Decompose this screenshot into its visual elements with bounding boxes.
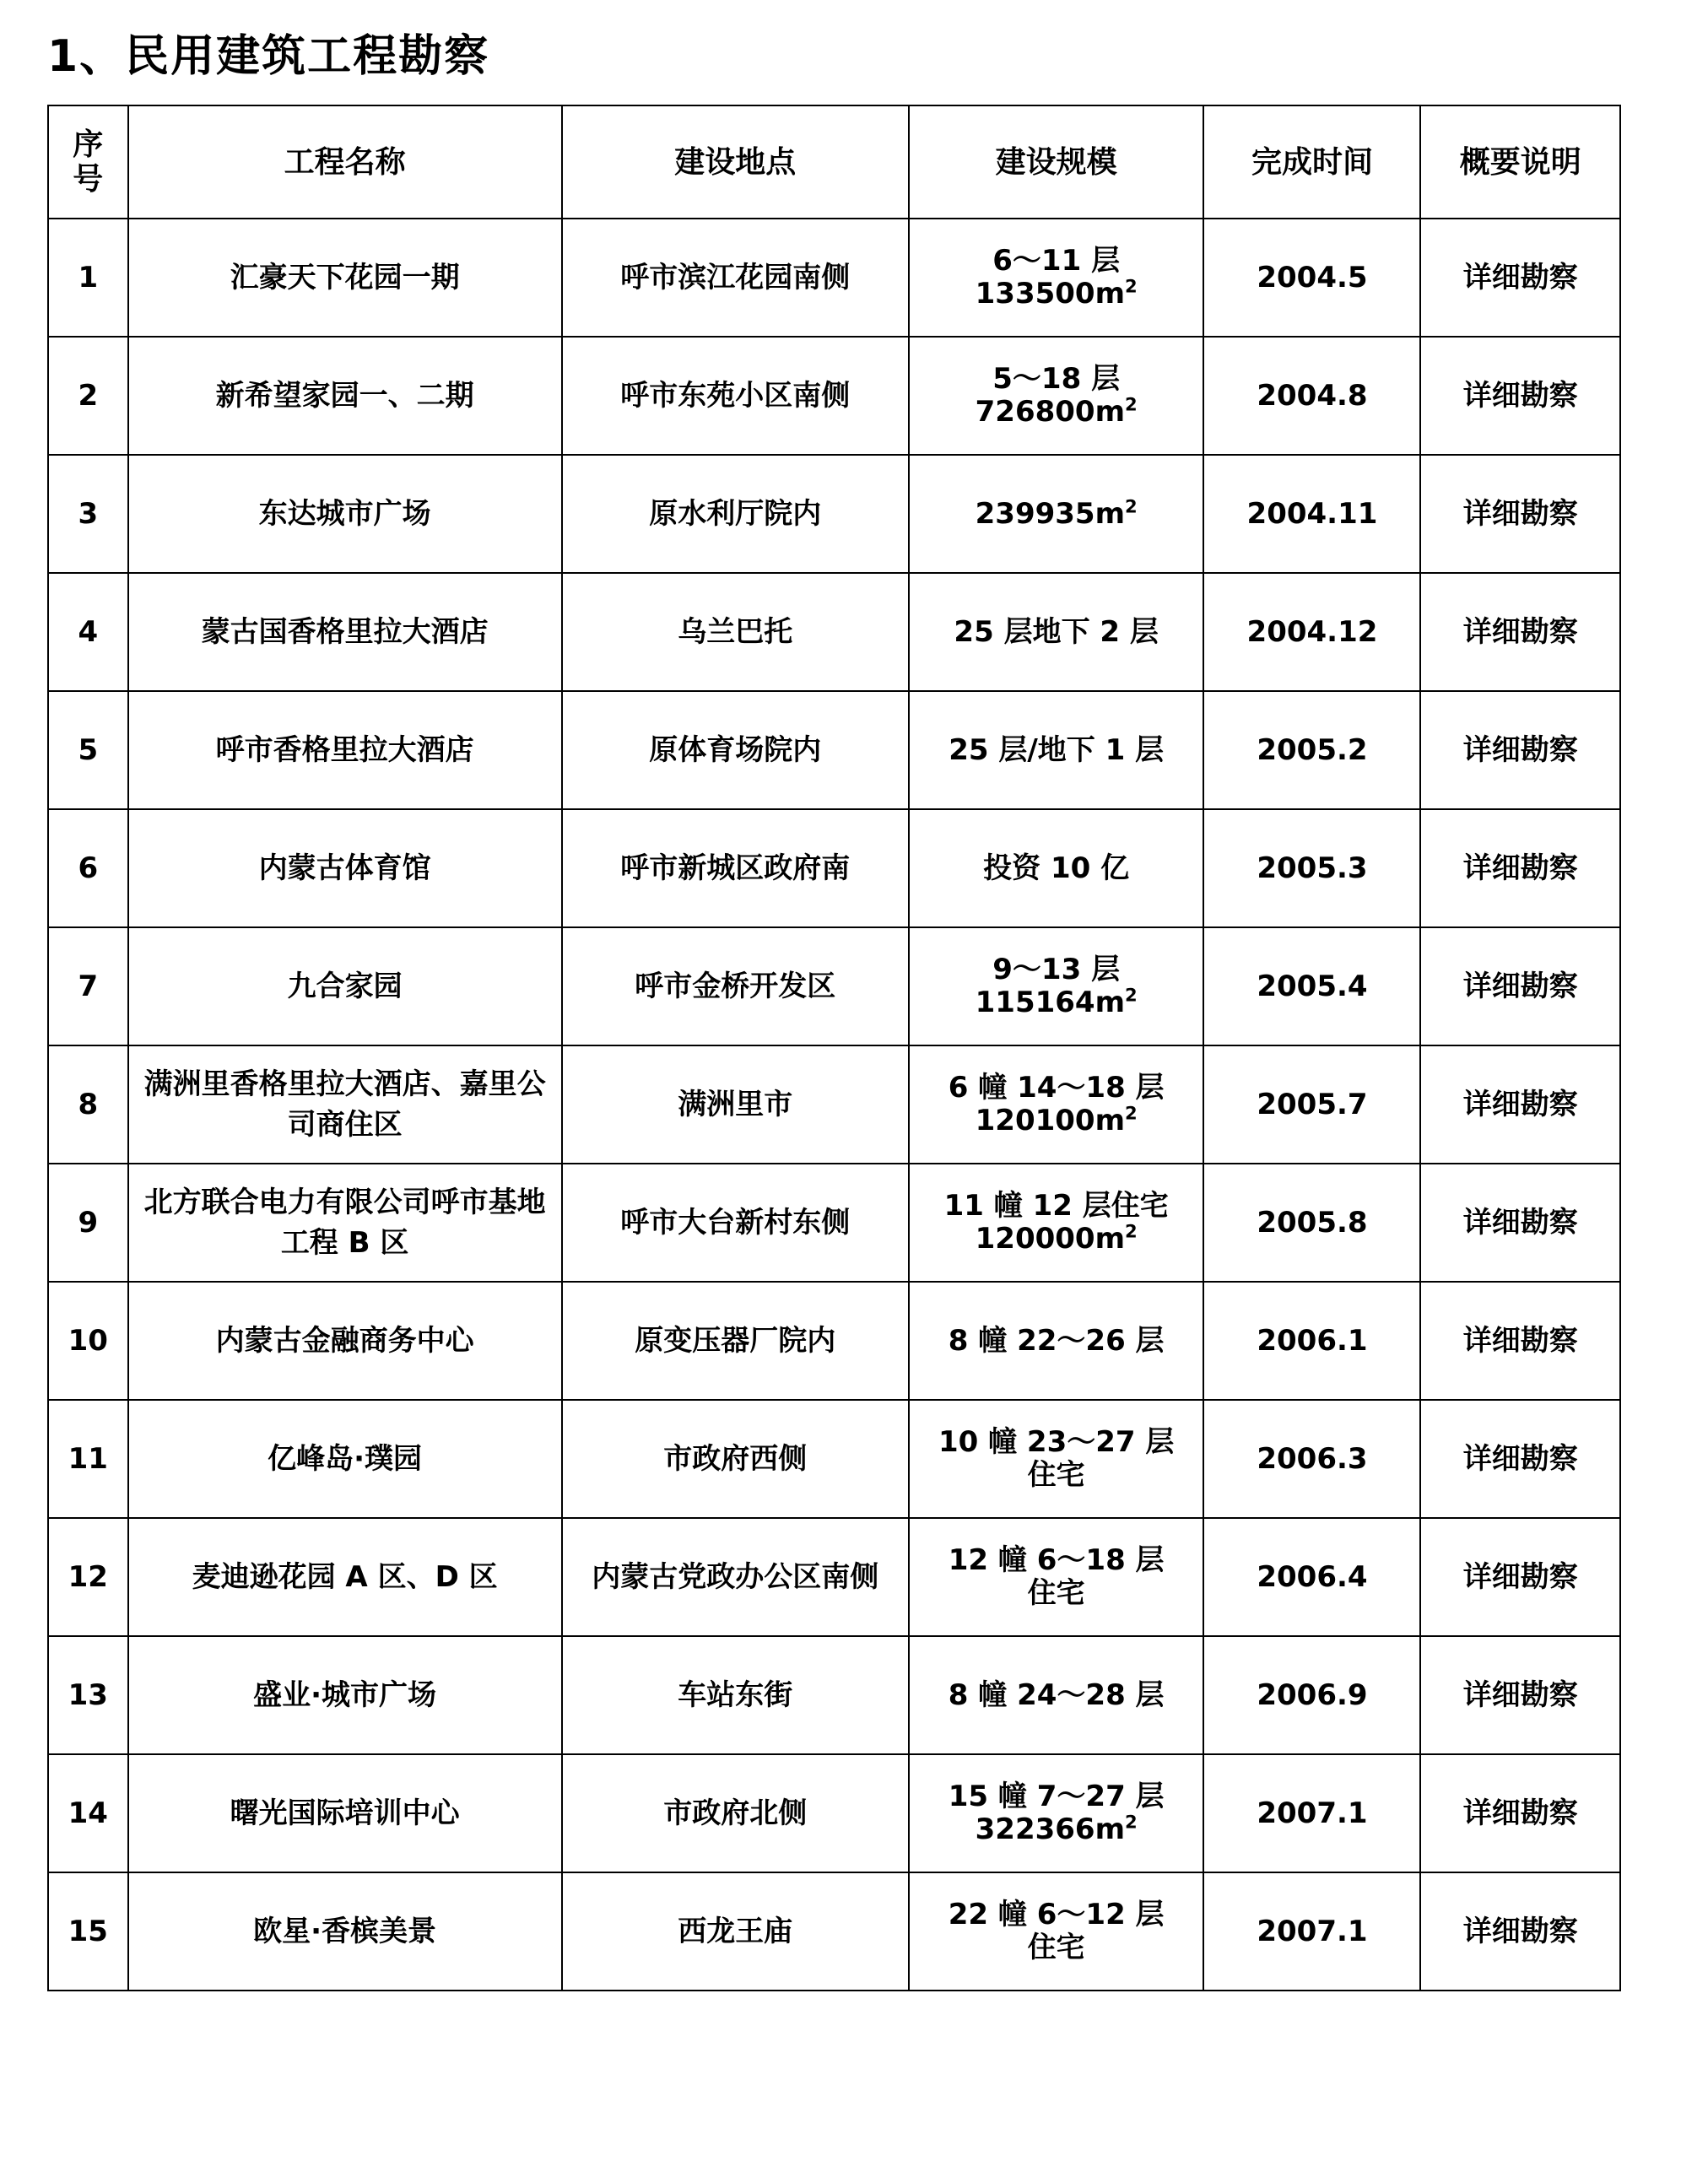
cell-serial-number: 1	[48, 219, 128, 337]
cell-project-name: 亿峰岛·璞园	[128, 1400, 562, 1518]
cell-serial-number: 6	[48, 809, 128, 927]
scale-line-2: $120000m^2$	[975, 1221, 1138, 1256]
scale-line-2: 住宅	[1027, 1576, 1085, 1611]
cell-construction-site: 呼市金桥开发区	[562, 927, 909, 1045]
cell-summary-description: 详细勘察	[1420, 1754, 1620, 1872]
table-row	[48, 455, 1620, 573]
scale-line-2: 住宅	[1027, 1458, 1085, 1493]
scale-line-1: 11 幢 12 层住宅	[943, 1189, 1169, 1224]
scale-line-1: 8 幢 22～26 层	[948, 1323, 1165, 1358]
cell-summary-description: 详细勘察	[1420, 809, 1620, 927]
cell-construction-site: 原体育场院内	[562, 691, 909, 809]
scale-line-1: 25 层地下 2 层	[954, 614, 1159, 649]
table-row	[48, 809, 1620, 927]
cell-construction-scale	[909, 1518, 1204, 1636]
cell-construction-scale	[909, 691, 1204, 809]
column-header-desc: 概要说明	[1420, 105, 1620, 219]
cell-construction-scale	[909, 1754, 1204, 1872]
table-row	[48, 219, 1620, 337]
cell-completion-time: 2004.12	[1203, 573, 1420, 691]
cell-project-name: 盛业·城市广场	[128, 1636, 562, 1754]
cell-construction-scale	[909, 1282, 1204, 1400]
cell-project-name: 蒙古国香格里拉大酒店	[128, 573, 562, 691]
cell-project-name: 东达城市广场	[128, 455, 562, 573]
cell-serial-number: 11	[48, 1400, 128, 1518]
cell-summary-description: 详细勘察	[1420, 1636, 1620, 1754]
cell-serial-number: 2	[48, 337, 128, 455]
cell-project-name: 曙光国际培训中心	[128, 1754, 562, 1872]
scale-line-1: 投资 10 亿	[983, 851, 1130, 885]
cell-construction-site: 车站东街	[562, 1636, 909, 1754]
cell-serial-number: 14	[48, 1754, 128, 1872]
scale-line-1: 6～11 层	[992, 244, 1121, 278]
cell-construction-scale	[909, 809, 1204, 927]
cell-summary-description: 详细勘察	[1420, 573, 1620, 691]
column-header-no-line2: 号	[73, 162, 104, 197]
projects-table	[47, 105, 1621, 1991]
cell-construction-site: 呼市东苑小区南侧	[562, 337, 909, 455]
cell-completion-time: 2007.1	[1203, 1754, 1420, 1872]
table-row	[48, 927, 1620, 1045]
cell-completion-time: 2006.3	[1203, 1400, 1420, 1518]
cell-completion-time: 2005.3	[1203, 809, 1420, 927]
cell-construction-scale	[909, 337, 1204, 455]
column-header-scale: 建设规模	[909, 105, 1204, 219]
cell-summary-description: 详细勘察	[1420, 1282, 1620, 1400]
column-header-no	[48, 105, 128, 219]
cell-summary-description: 详细勘察	[1420, 1400, 1620, 1518]
table-row	[48, 337, 1620, 455]
scale-unit-exponent: 2	[1125, 1812, 1138, 1834]
cell-completion-time: 2005.8	[1203, 1164, 1420, 1282]
scale-unit-exponent: 2	[1125, 394, 1138, 416]
cell-serial-number: 8	[48, 1045, 128, 1164]
table-header-row	[48, 105, 1620, 219]
table-row	[48, 1164, 1620, 1282]
cell-serial-number: 13	[48, 1636, 128, 1754]
column-header-no-line1: 序	[73, 127, 104, 162]
scale-line-1: 9～13 层	[992, 953, 1121, 987]
column-header-place: 建设地点	[562, 105, 909, 219]
table-row	[48, 1754, 1620, 1872]
cell-serial-number: 4	[48, 573, 128, 691]
cell-summary-description: 详细勘察	[1420, 219, 1620, 337]
cell-construction-scale	[909, 1164, 1204, 1282]
cell-summary-description: 详细勘察	[1420, 691, 1620, 809]
scale-line-1: 15 幢 7～27 层	[948, 1780, 1165, 1814]
cell-construction-site: 市政府北侧	[562, 1754, 909, 1872]
table-row	[48, 573, 1620, 691]
cell-completion-time: 2006.4	[1203, 1518, 1420, 1636]
cell-construction-scale	[909, 1636, 1204, 1754]
cell-construction-site: 呼市滨江花园南侧	[562, 219, 909, 337]
scale-line-1: 25 层/地下 1 层	[949, 732, 1165, 767]
scale-line-1: 22 幢 6～12 层	[948, 1898, 1165, 1932]
cell-construction-site: 呼市新城区政府南	[562, 809, 909, 927]
cell-completion-time: 2005.2	[1203, 691, 1420, 809]
scale-line-2: $115164m^2$	[975, 985, 1138, 1020]
cell-summary-description: 详细勘察	[1420, 1872, 1620, 1991]
scale-line-2: $120100m^2$	[975, 1103, 1138, 1138]
cell-serial-number: 15	[48, 1872, 128, 1991]
table-row	[48, 1636, 1620, 1754]
cell-construction-scale	[909, 1045, 1204, 1164]
cell-construction-scale	[909, 219, 1204, 337]
cell-completion-time: 2005.7	[1203, 1045, 1420, 1164]
cell-project-name: 欧星·香槟美景	[128, 1872, 562, 1991]
cell-summary-description: 详细勘察	[1420, 455, 1620, 573]
cell-completion-time: 2004.8	[1203, 337, 1420, 455]
cell-construction-site: 原变压器厂院内	[562, 1282, 909, 1400]
cell-construction-scale	[909, 573, 1204, 691]
scale-unit-exponent: 2	[1125, 276, 1138, 298]
cell-completion-time: 2004.5	[1203, 219, 1420, 337]
cell-serial-number: 9	[48, 1164, 128, 1282]
cell-completion-time: 2007.1	[1203, 1872, 1420, 1991]
scale-unit-exponent: 2	[1125, 1221, 1138, 1243]
cell-project-name: 满洲里香格里拉大酒店、嘉里公司商住区	[128, 1045, 562, 1164]
cell-project-name: 内蒙古金融商务中心	[128, 1282, 562, 1400]
cell-serial-number: 10	[48, 1282, 128, 1400]
scale-line-1: 12 幢 6～18 层	[948, 1543, 1165, 1578]
cell-construction-scale	[909, 1400, 1204, 1518]
cell-serial-number: 3	[48, 455, 128, 573]
scale-line-2: 住宅	[1027, 1931, 1085, 1965]
column-header-time: 完成时间	[1203, 105, 1420, 219]
cell-construction-site: 西龙王庙	[562, 1872, 909, 1991]
table-row	[48, 1400, 1620, 1518]
cell-completion-time: 2004.11	[1203, 455, 1420, 573]
scale-line-2: $322366m^2$	[975, 1812, 1138, 1847]
cell-project-name: 北方联合电力有限公司呼市基地工程 B 区	[128, 1164, 562, 1282]
scale-line-2: $726800m^2$	[975, 394, 1138, 429]
cell-construction-scale	[909, 1872, 1204, 1991]
page-title: 1、民用建筑工程勘察	[47, 31, 490, 82]
cell-construction-site: 原水利厅院内	[562, 455, 909, 573]
table-body	[48, 219, 1620, 1991]
cell-serial-number: 12	[48, 1518, 128, 1636]
cell-construction-site: 内蒙古党政办公区南侧	[562, 1518, 909, 1636]
table-row	[48, 1045, 1620, 1164]
cell-summary-description: 详细勘察	[1420, 927, 1620, 1045]
scale-unit-exponent: 2	[1125, 985, 1138, 1007]
table-row	[48, 1282, 1620, 1400]
scale-line-2: $133500m^2$	[975, 276, 1138, 311]
table-row	[48, 1872, 1620, 1991]
scale-line-1: 8 幢 24～28 层	[948, 1677, 1165, 1712]
scale-line-1: 5～18 层	[992, 362, 1121, 397]
cell-serial-number: 7	[48, 927, 128, 1045]
cell-construction-site: 满洲里市	[562, 1045, 909, 1164]
cell-summary-description: 详细勘察	[1420, 337, 1620, 455]
cell-construction-site: 乌兰巴托	[562, 573, 909, 691]
cell-construction-site: 市政府西侧	[562, 1400, 909, 1518]
scale-line-1: $239935m^2$	[975, 495, 1138, 531]
table-row	[48, 691, 1620, 809]
cell-construction-scale	[909, 927, 1204, 1045]
scale-unit-exponent: 2	[1125, 495, 1138, 517]
table-row	[48, 1518, 1620, 1636]
cell-summary-description: 详细勘察	[1420, 1164, 1620, 1282]
cell-completion-time: 2006.1	[1203, 1282, 1420, 1400]
column-header-name: 工程名称	[128, 105, 562, 219]
table-header	[48, 105, 1620, 219]
scale-unit-exponent: 2	[1125, 1103, 1138, 1125]
cell-construction-site: 呼市大台新村东侧	[562, 1164, 909, 1282]
cell-project-name: 内蒙古体育馆	[128, 809, 562, 927]
cell-serial-number: 5	[48, 691, 128, 809]
scale-line-1: 10 幢 23～27 层	[938, 1425, 1175, 1460]
cell-construction-scale	[909, 455, 1204, 573]
scale-line-1: 6 幢 14～18 层	[948, 1071, 1165, 1105]
cell-completion-time: 2005.4	[1203, 927, 1420, 1045]
cell-project-name: 九合家园	[128, 927, 562, 1045]
cell-project-name: 新希望家园一、二期	[128, 337, 562, 455]
cell-summary-description: 详细勘察	[1420, 1045, 1620, 1164]
cell-project-name: 汇豪天下花园一期	[128, 219, 562, 337]
cell-summary-description: 详细勘察	[1420, 1518, 1620, 1636]
cell-project-name: 麦迪逊花园 A 区、D 区	[128, 1518, 562, 1636]
cell-project-name: 呼市香格里拉大酒店	[128, 691, 562, 809]
cell-completion-time: 2006.9	[1203, 1636, 1420, 1754]
